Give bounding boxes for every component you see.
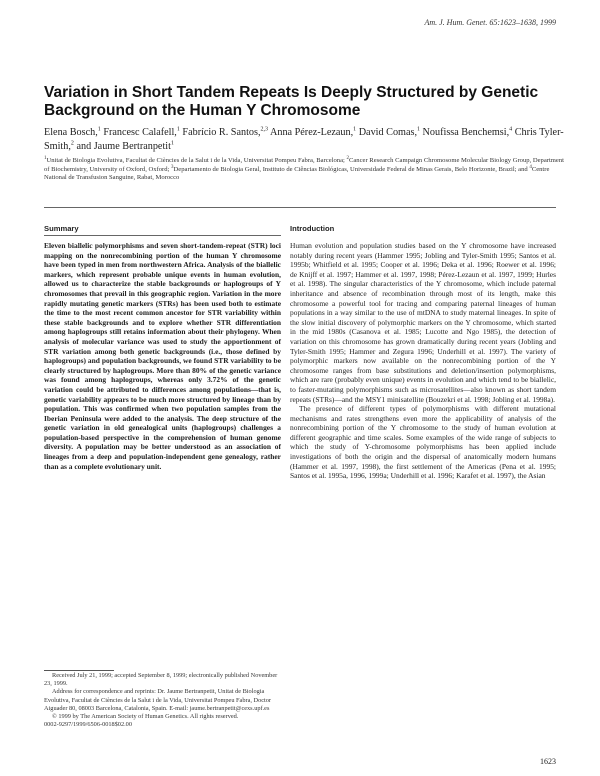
author-affiliation-mark: 2,3 [260, 126, 269, 133]
author-name: Fabrício R. Santos, [182, 127, 261, 138]
affiliation-text: Centre National de Transfusion Sanguine, Rabat, Morocco [44, 165, 550, 182]
author-affiliation-mark: 1 [176, 126, 180, 133]
footnotes [44, 672, 278, 729]
affiliations [44, 157, 564, 183]
author-affiliation-mark: 2 [70, 140, 74, 147]
author-affiliation-mark: 1 [353, 126, 357, 133]
author-name: Noufissa Benchemsi, [422, 127, 510, 138]
author-affiliation-mark: 4 [509, 126, 513, 133]
article-title: Variation in Short Tandem Repeats Is Deeply Structured by Genetic Background on the Human Y Chromosome [44, 84, 539, 119]
author-affiliation-mark: 1 [417, 126, 420, 133]
author-list [44, 126, 564, 154]
page-number: 1623 [540, 757, 556, 766]
abstract-text: Eleven biallelic polymorphisms and seven short-tandem-repeat (STR) loci mapping on the nonrecombining portion of the human Y chromosome have been typed in men from northwestern Africa. Analysis of the biallelic markers, which represent probable unique events in human evolution, allowed us to characterize the stable backgrounds or haplogroups of Y chromosomes that prevail in this geographic region. Variation in the more rapidly mutating genetic markers (STRs) has been used both to estimate the time to the most recent common ancestor for STR variability within these stable backgrounds and to explore whether STR differentiation among haplogroups still retains information about their phylogeny. When analysis of molecular variance was used to study the apportionment of STR variation among both genetic backgrounds (i.e., those defined by haplogroups) and population backgrounds, we found STR variability to be clearly structured by haplogroups. More than 80% of the genetic variance was found among haplogroups, whereas only 3.72% of the genetic variation could be attributed to differences among populations—that is, genetic variability appears to be much more structured by lineage than by population. This was confirmed when two population samples from the Iberian Peninsula were added to the analysis. The deep structure of the genetic variation in old genealogical units (haplogroups) challenges a population-based perspective in the comprehension of human genome diversity. A population may be better understood as an association of lineages from a deep and population-independent gene genealogy, rather than as a complete evolutionary unit. [44, 241, 281, 471]
introduction-body [290, 241, 556, 481]
affiliation-text: Unitat de Biologia Evolutiva, Facultat de Ciències de la Salut i de la Vida, Universitat Pompeu Fabra, Barcelona; [46, 157, 347, 164]
correspondence-note: Address for correspondence and reprints: Dr. Jaume Bertranpetit, Unitat de Biologia Evolutiva, Facultat de Ciències de la Salut i de la Vida, Universitat Pompeu Fabra, Doctor Aiguader 80, 08003 Barcelona, Catalonia, Spain. E-mail: jaume.bertranpetit@cexs.upf.es [44, 688, 272, 712]
intro-paragraph: Human evolution and population studies based on the Y chromosome have increased notably during recent years (Hammer 1995; Jobling and Tyler-Smith 1995; Santos et al. 1995b; Whitfield et al. 1995; Cooper et al. 1996; Deka et al. 1996; Roewer et al. 1996; de Knijff et al. 1997; Hammer et al. 1997, 1998; Pérez-Lezaun et al. 1997, 1999; Hurles et al. 1998). The singular characteristics of the Y chromosome, which include paternal inheritance and absence of recombination through most of its length, make this chromosome a powerful tool for tracing and comparing paternal lineages of human populations in a way similar to the use of mtDNA to study maternal lineages. In spite of the slow initial discovery of polymorphic markers on the Y chromosome, which started in the mid 1980s (Casanova et al. 1985; Lucotte and Ngo 1985), the detection of variation on this chromosome has grown dramatically during recent years (Jobling and Tyler-Smith 1995; Hammer and Zegura 1996; Underhill et al. 1997). The variety of polymorphic markers now available on the nonrecombining portion of the Y chromosome ranges from base substitutions and deletion/insertion polymorphisms, which are rare (probably even unique) events in evolution and which tend to be biallelic, to faster-mutating polymorphisms such as microsatellites—also known as short tandem repeats (STRs)—and the MSY1 minisatellite (Bouzekri et al. 1998; Jobling et al. 1998a). [290, 241, 556, 404]
author-name: Elena Bosch, [44, 127, 98, 138]
journal-reference: Am. J. Hum. Genet. 65:1623–1638, 1999 [424, 18, 556, 27]
copyright-note: © 1999 by The American Society of Human Genetics. All rights reserved. [52, 713, 239, 721]
intro-paragraph: The presence of different types of polymorphisms with different mutational mechanisms and rates strengthens even more the applicability of analysis of the nonrecombining portion of the Y chromosome to the study of human evolution at different geographic and time scales. Some examples of the wide range of subjects to which the study of Y-chromosome polymorphisms has been applied include investigations of both the origin and the dispersal of anatomically modern humans (Hammer et al. 1997, 1998), the first settlement of the Americas (Pena et al. 1995; Santos et al. 1995a, 1996, 1999a; Underhill et al. 1996; Karafet et al. 1997), the Asian [290, 404, 556, 481]
affiliation-number: 4 [529, 164, 532, 170]
affiliation-number: 3 [171, 164, 174, 170]
affiliation-number: 2 [346, 155, 349, 161]
author-name: Anna Pérez-Lezaun, [270, 127, 354, 138]
author-name: and Jaume Bertranpetit [76, 141, 171, 152]
author-affiliation-mark: 1 [97, 126, 101, 133]
summary-heading: Summary [44, 224, 79, 233]
introduction-heading: Introduction [290, 224, 335, 233]
issn-note: 0002-9297/1999/6506-0018$02.00 [44, 721, 132, 729]
author-name: Chris Tyler-Smith, [44, 127, 564, 152]
affiliation-number: 1 [44, 155, 47, 161]
footnote-divider [44, 670, 114, 671]
author-name: David Comas, [358, 127, 417, 138]
summary-divider [44, 235, 281, 236]
affiliation-text: Departamento de Biologia Geral, Instituto de Ciências Biológicas, Universidade Federal de Minas Gerais, Belo Horizonte, Brazil; and [173, 165, 530, 173]
author-affiliation-mark: 1 [170, 140, 174, 147]
affiliation-text: Cancer Research Campaign Chromosome Molecular Biology Group, Department of Biochemistry, University of Oxford, Oxford; [44, 157, 564, 173]
header-divider [44, 207, 556, 208]
author-name: Francesc Calafell, [103, 127, 177, 138]
received-note: Received July 21, 1999; accepted September 8, 1999; electronically published November 23, 1999. [44, 672, 278, 688]
